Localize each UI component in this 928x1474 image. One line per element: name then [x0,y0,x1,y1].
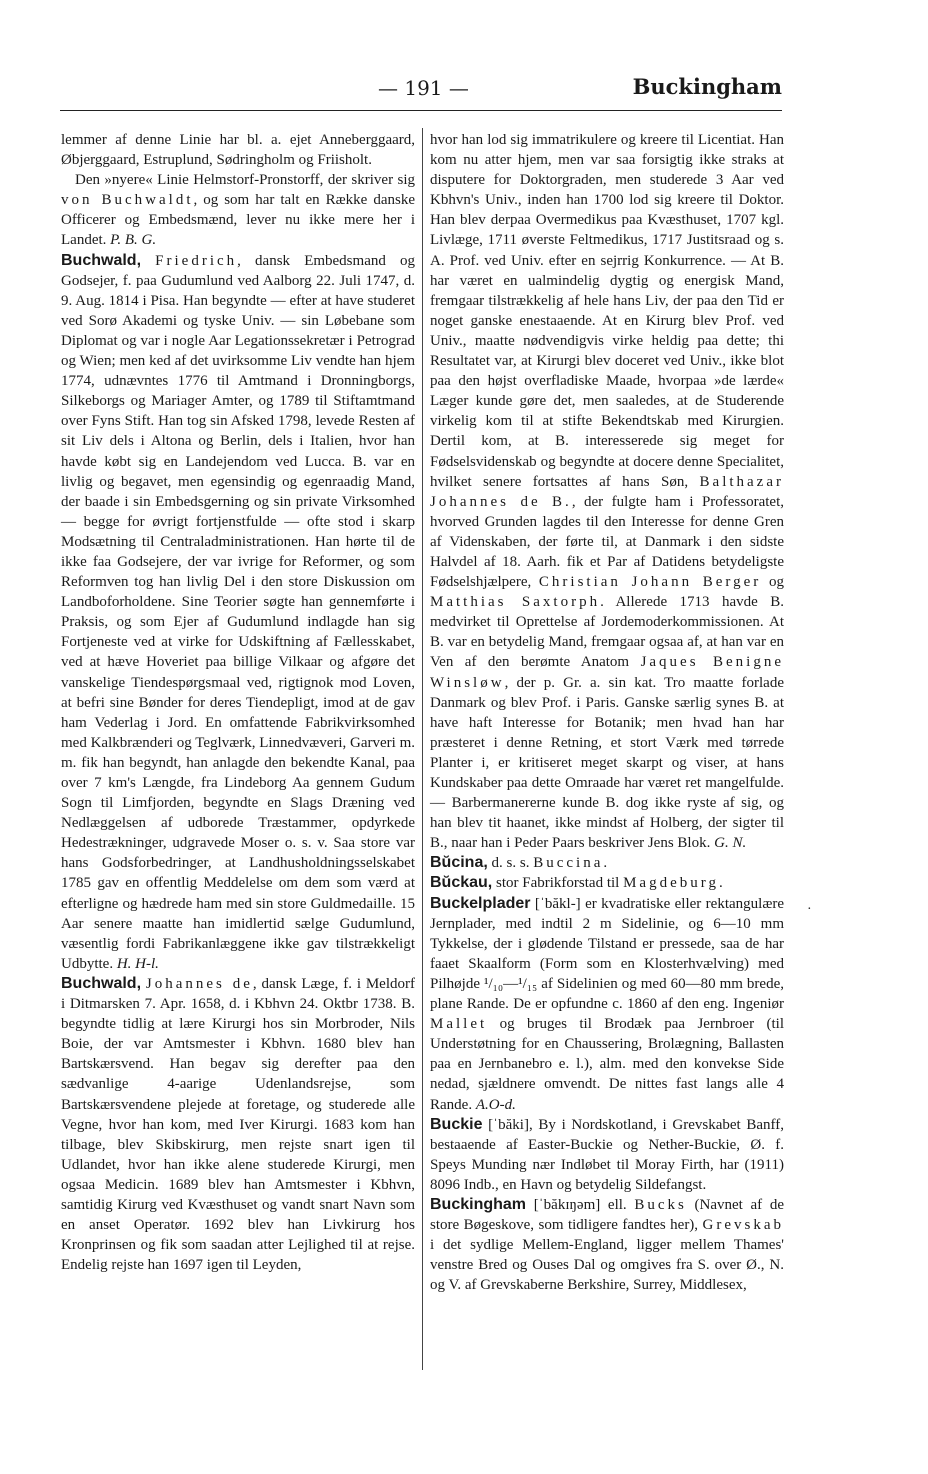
entry-headword: Buchwald, [61,251,142,269]
entry-text: . [603,855,608,872]
entry-text: og [761,574,784,591]
margin-mark: · [807,902,812,917]
entry-buckie [430,1115,784,1195]
entry-continuation [61,130,415,170]
author-signature: P. B. G. [110,232,157,249]
header-rule [60,110,782,111]
author-signature: G. N. [714,835,747,852]
entry-headword: Buckelplader [430,894,531,912]
entry-bucina [430,853,784,873]
entry-text: i det sydlige Mellem-England, ligger mellem Thames' venstre Bred og Ouses Dal og omgives fra S. over Ø., N. og V. af Grevskaberne Berkshire, Surrey, Middlesex, [430,1237,784,1294]
paragraph-newer-line [61,170,415,250]
entry-headword: Buckingham [430,1195,527,1213]
column-divider [422,128,423,1370]
entry-text: , der p. Gr. a. sin kat. Tro maatte forlade Danmark og blev Prof. i Paris. Ganske særlig synes B. at have haft Interesse for Botanik; men hvad han har præsteret i denne Retning, et stort Værk med tørrede Planter i, er kritiseret meget skarpt og viser, at hans Kundskaber paa dette Omraade har været ret mangelfulde. — Barbermanererne kunde B. dog ikke ryste af sig, og han blev tit haanet, ikke mindst af Holberg, der sigter til B., naar han i Peder Paars beskriver Jens Blok. [430,674,784,852]
paragraph-text: , og som har talt en Række danske Officerer og Embedsmænd, lever nu ikke mere her i Landet. [61,192,415,249]
entry-text: [ˈbăki], By i Nordskotland, i Grevskabet Banff, bestaaende af Easter-Buckie og Nether-Buckie, Ø. f. Speys Munding nær Indløbet til Moray Firth, har (1911) 8096 Indb., en Havn og betydelig Sildefangst. [430,1116,784,1193]
entry-text: [ˈbăkl-] er kvadratiske eller rektangulære Jernplader, med indtil 2 m Sidelinie, og 6—10 mm Tykkelse, der i glødende Tilstand er pressede, saa de har faaet Skaalform (Form som en Klosterhvælving) med Pilhøjde ¹/₁₀—¹/₁₅ af Sidelinien og med 60—80 mm brede, plane Rande. De er opfundne c. 1860 af den eng. Ingeniør [430,895,784,1013]
entry-text: og bruges til Brodæk paa Jernbroer (til Understøtning for en Chaussering, Brolægning, Ballasten paa en Jernbanebro e. l.), alm. med den konvekse Side nedad, sjældnere omvendt. De nittes fast langs alle 4 Rande. [430,1016,784,1113]
left-column [61,130,415,1275]
entry-text: hvor han lod sig immatrikulere og kreere til Licentiat. Han kom nu atter hjem, men var saa forsigtig ikke straks at disputere for Doktorgraden, men studerede 3 Aar ved Kbhvn's Univ., inden han 1700 lod sig kreere til Doktor. Han blev derpaa Overmedikus paa Kvæsthuset, 1707 kgl. Livlæge, 1711 øverste Feltmedikus, 1717 Justitsraad og s. A. Prof. ved Univ. efter en sejrrig Konkurrence. — At B. har været en ualmindelig dygtig og energisk Mand, fremgaar tilstrækkelig af hele hans Liv, der paa den Tid er noget ganske enestaaende. At en Kirurg blev Prof. ved Univ., maatte nødvendigvis virke heldig paa dette; thi Resultatet var, at Kirurgi blev doceret ved Univ., ikke blot paa den højst overfladiske Maade, hvorpaa »de lærde« Læger kunde gøre det, men saaledes, at de Studerende virkelig kom til at stifte Bekendtskab med Kirurgien. Dertil kom, at B. interesserede sig meget for Fødselsvidenskab og begyndte at docere denne Specialitet, hvilket senere fortsattes af hans Søn, [430,132,784,490]
entry-text: (Navnet af de store Bøgeskove, som tidligere fandtes her), [430,1196,784,1234]
spaced-name: Bucks [634,1196,687,1213]
entry-text: . [718,875,723,892]
entry-buckingham [430,1195,784,1295]
spaced-name: Friedrich [155,252,238,269]
page-header [60,72,782,112]
entry-text: [ˈbăkɪŋəm] ell. [526,1196,635,1213]
entry-headword: Bŭcina, [430,854,488,872]
paragraph-text: lemmer af denne Linie har bl. a. ejet Anneberggaard, Øbjerggaard, Estruplund, Sødringholm og Friisholt. [61,132,415,169]
running-head: Buckingham [632,74,782,99]
spaced-name: Balthazar Johannes de B. [430,473,784,510]
author-signature: H. H-l. [116,955,159,972]
spaced-name: von Buchwaldt [61,192,194,209]
entry-buchwald-johannes [61,974,415,1275]
entry-text: stor Fabrikforstad til [492,875,624,892]
entry-text: , dansk Læge, f. i Meldorf i Ditmarsken 7. Apr. 1658, d. i Kbhvn 24. Oktbr 1738. B. begyndte tidlig at lære Kirurgi hos sin Morbroder, Nils Boie, der var Amtsmester i Kbhvn. 1680 blev han Bartskærsvend. Han begav sig derefter paa den sædvanlige 4-aarige Udenlandsrejse, som Bartskærsvendene plejede at foretage, og studerede alle Vegne, hvor han kom, med Iver Kirurgi. 1683 kom han tilbage, blev Skibskirurg, men rejste snart igen til Udlandet, hvor han ikke alene studerede Kirurgi, men ogsaa Medicin. 1689 blev han Amtsmester i Kbhvn, samtidig Kirurg ved Kvæsthuset og vandt snart Navn som en anset Operatør. 1692 blev han Livkirurg hos Kronprinsen og fik som saadan atter Lejlighed til at rejse. Endelig rejste han 1697 igen til Leyden, [61,975,416,1274]
right-column [430,130,784,1295]
entry-headword: Bŭckau, [430,874,493,892]
paragraph-text: Den »nyere« Linie Helmstorf-Pronstorff, der skriver sig [75,172,415,189]
spaced-name: Jaques Benigne Winsløw [430,654,784,691]
entry-text: d. s. s. [487,855,534,872]
author-signature: A.O-d. [475,1096,516,1113]
entry-headword: Buchwald, [61,974,142,992]
spaced-name: Magdeburg [623,875,719,892]
page-number: — 191 — [378,76,469,100]
spaced-name: Johannes de [145,975,253,992]
entry-headword: Buckie [430,1115,483,1133]
entry-buckau [430,873,784,893]
entry-buchwald-friedrich [61,251,415,974]
spaced-name: Mallet [430,1016,488,1033]
entry-continuation [430,130,784,853]
entry-text: , dansk Embedsmand og Godsejer, f. paa Gudumlund ved Aalborg 22. Juli 1747, d. 9. Aug. 1814 i Pisa. Han begyndte — efter at have studeret ved Sorø Akademi og tyske Univ. — sin Løbebane som Diplomat og var i nogle Aar Legationssekretær i Petrograd og Wien; men ked af det uvirksomme Liv vendte han hjem 1774, udnævntes 1776 til Amtmand i Dronningborgs, Silkeborgs og Mariager Amter, og 1789 til Stiftamtmand over Fyns Stift. Han tog sin Afsked 1798, levede Resten af sit Liv dels i Altona og Berlin, dels i Italien, hvor han havde købt sig en Landejendom ved Lucca. B. var en livlig og begavet, men egensindig og egenraadig Mand, der baade i sin Embedsgerning og sin private Virksomhed — begge for øvrigt fortjenstfulde — ofte stod i skarp Modsætning til Centraladministrationen. Han hørte til de ikke faa Godsejere, der var ivrige for Reformer, og som Reformven tog han livlig Del i den store Diskussion om Landboforholdene. Sine Teorier søgte han gennemførte i Praksis, og som Ejer af Gudumlund indlagde han sig Fortjeneste ved at virke for Udskiftning af Fællesskabet, ved at hæve Hoveriet paa billige Vilkaar og afgøre det vanskelige Tiendespørgsmaal ved, rigtignok mod Loven, at befri sine Bønder for deres Tiendepligt, imod at de gav ham Vederlag i Jord. En omfattende Fabrikvirksomhed med Kalkbrænderi og Teglværk, Linnedvæveri, Garveri m. m. fik han begyndt, han anlagde den bekendte Kanal, paa over 7 km's Længde, fra Lindeborg Aa gennem Gudum Sogn til Limfjorden, begyndte en Slags Dræning ved Nedlæggelsen af udborede Træstammer, opdyrkede Hedestrækninger, udgravede Moser o. s. v. Saa store var hans Godsforbedringer, at Landhusholdningsselskabet 1785 gav en offentlig Meddelelse om dem som værd at efterligne og hædrede ham med sin store Guldmedaille. 15 Aar senere maatte han imidlertid sælge Gudumlund, væsentlig fordi Fabrikanlæggene ikke gav tilstrækkeligt Udbytte. [61,252,416,972]
entry-text: , der fulgte ham i Professoratet, hvorved Grunden lagdes til den Interesse for denne Gren af Videnskaben, der førte til, at Danmark i den sidste Halvdel af 18. Aarh. fik et Par af Datidens betydeligste Fødselshjælpere, [430,493,784,591]
entry-buckelplader [430,894,784,1115]
spaced-name: Christian Johann Berger [538,574,762,591]
spaced-name: Matthias Saxtorph [430,594,601,611]
spaced-name: Buccina [533,855,604,872]
entry-text: . Allerede 1713 havde B. medvirket til Oprettelse af Jordemoderkommissionen. At B. var en betydelig Mand, fremgaar ogsaa af, at han var en Ven af den berømte Anatom [430,594,785,671]
spaced-name: Grevskab [702,1217,784,1234]
